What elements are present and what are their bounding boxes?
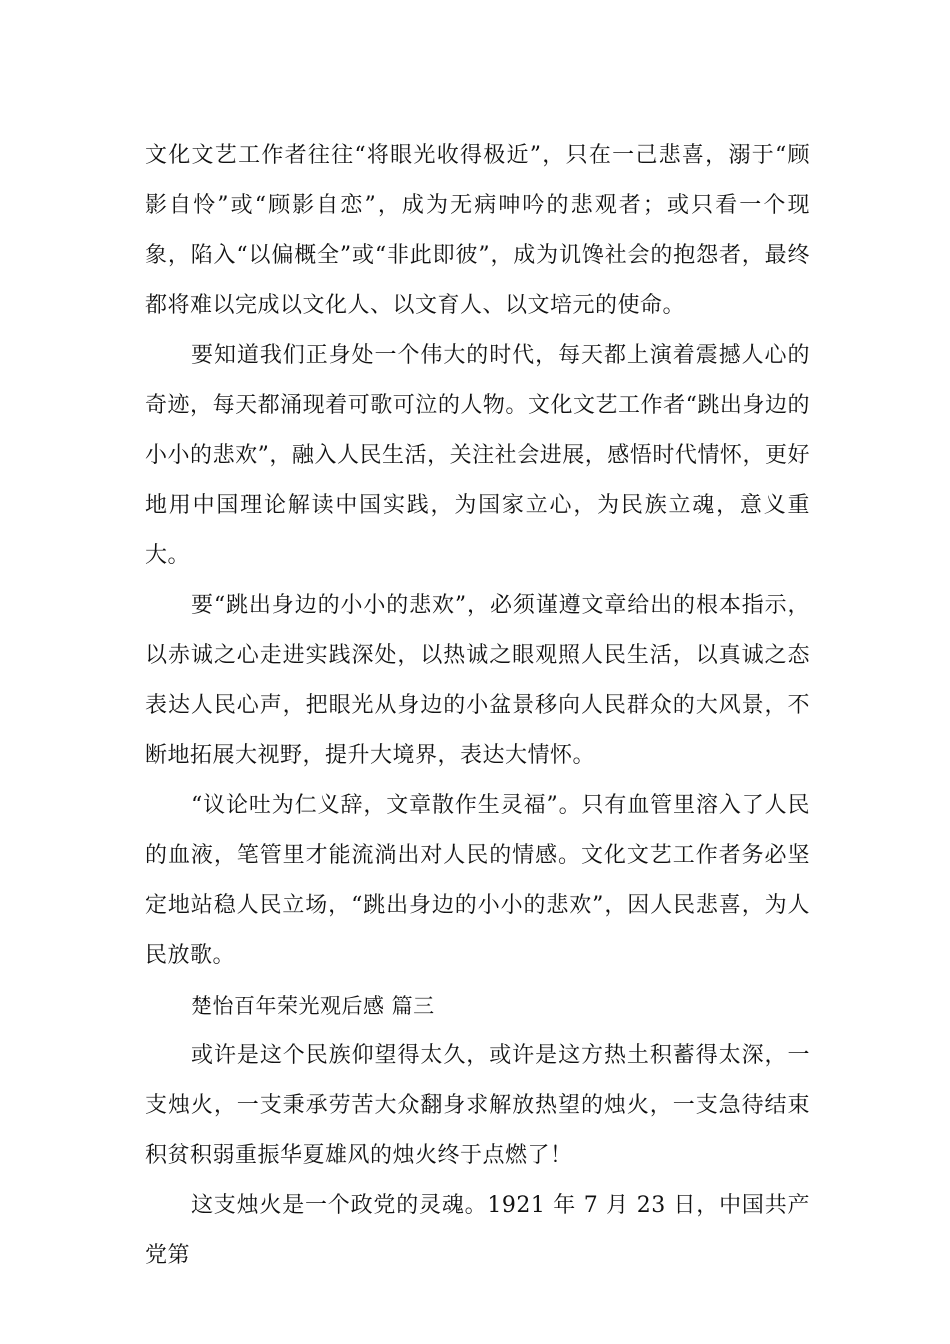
section-heading: 楚怡百年荣光观后感 篇三 — [191, 994, 435, 1018]
paragraph-2: 要知道我们正身处一个伟大的时代，每天都上演着震撼人心的奇迹，每天都涌现着可歌可泣的人物。文化文艺工作者“跳出身边的小小的悲欢”，融入人民生活，关注社会进展，感悟时代情怀，更好地用中国理论解读中国实践，为国家立心，为民族立魂，意义重大。 — [145, 343, 810, 568]
paragraph-5: 或许是这个民族仰望得太久，或许是这方热土积蓄得太深，一支烛火，一支秉承劳苦大众翻身求解放热望的烛火，一支急待结束积贫积弱重振华夏雄风的烛火终于点燃了！ — [145, 1043, 810, 1168]
paragraph-4: “议论吐为仁义辞，文章散作生灵福”。只有血管里溶入了人民的血液，笔管里才能流淌出对人民的情感。文化文艺工作者务必坚定地站稳人民立场，“跳出身边的小小的悲欢”，因人民悲喜，为人民放歌。 — [145, 793, 810, 968]
paragraph-3: 要“跳出身边的小小的悲欢”，必须谨遵文章给出的根本指示，以赤诚之心走进实践深处，以热诚之眼观照人民生活，以真诚之态表达人民心声，把眼光从身边的小盆景移向人民群众的大风景，不断地拓展大视野，提升大境界，表达大情怀。 — [145, 593, 810, 768]
paragraph-1: 文化文艺工作者往往“将眼光收得极近”，只在一己悲喜，溺于“顾影自怜”或“顾影自恋”，成为无病呻吟的悲观者；或只看一个现象，陷入“以偏概全”或“非此即彼”，成为讥馋社会的抱怨者，最终都将难以完成以文化人、以文育人、以文培元的使命。 — [145, 143, 810, 318]
document-page — [145, 131, 810, 1281]
paragraph-6: 这支烛火是一个政党的灵魂。1921 年 7 月 23 日，中国共产党第 — [145, 1193, 810, 1268]
